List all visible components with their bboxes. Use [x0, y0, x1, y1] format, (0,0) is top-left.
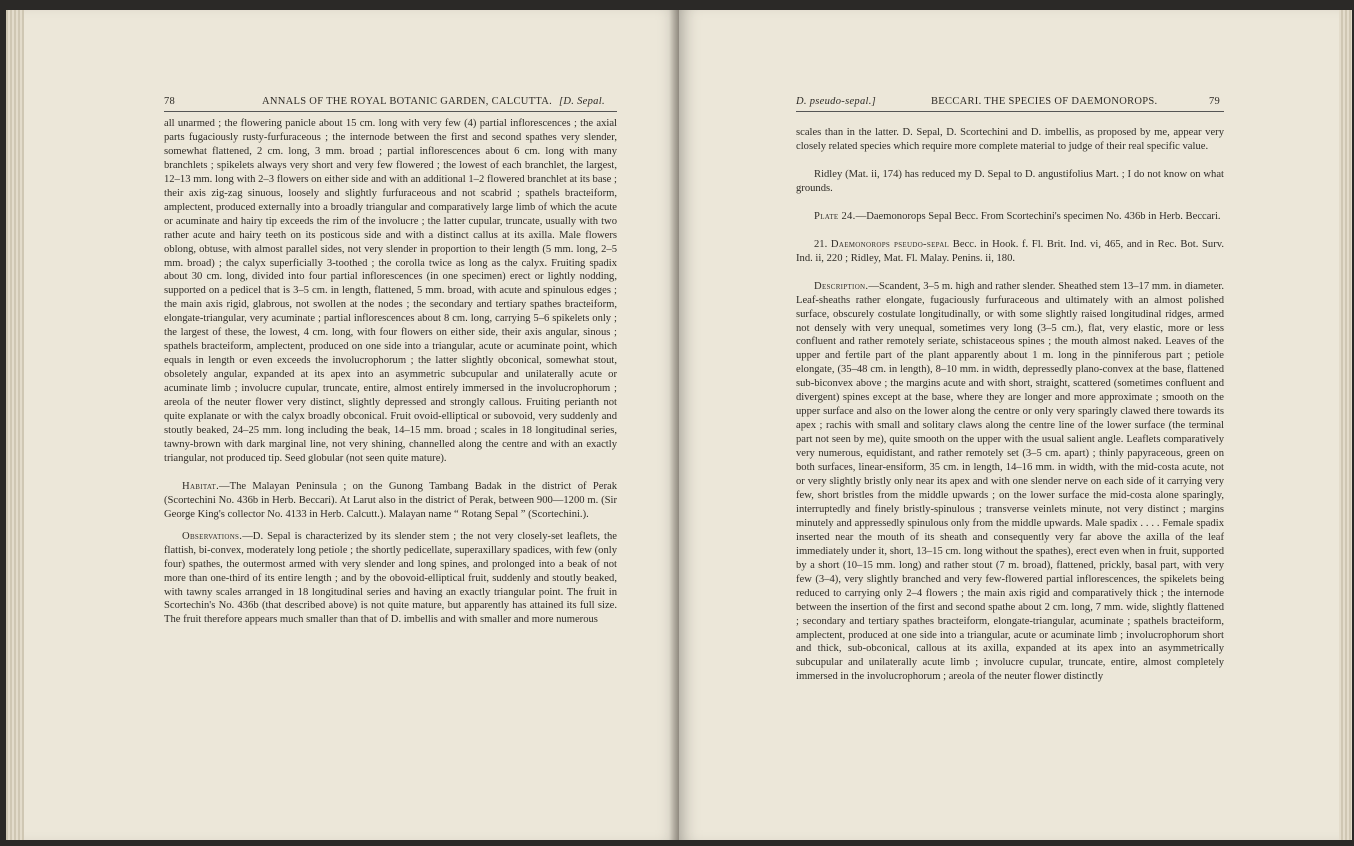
observations-paragraph [164, 530, 617, 628]
left-body [164, 117, 617, 635]
species-name: Daemonorops pseudo-sepal [830, 238, 950, 250]
right-running-title: BECCARI. THE SPECIES OF DAEMONOROPS. [931, 96, 1158, 107]
intro-paragraph: scales than in the latter. D. Sepal, D. Scortechini and D. imbellis, as proposed by me, appear very closely related species which require more complete material to judge of their real specific value. [796, 127, 1224, 152]
right-page-number: 79 [1209, 96, 1221, 107]
species-citation: Becc. in Hook. f. Fl. Brit. Ind. vi, 465, and in Rec. Bot. Surv. Ind. ii, 220 ; Ridley, Mat. Fl. Malay. Penins. ii, 180. [796, 238, 1224, 264]
right-page [679, 10, 1339, 840]
left-section-tag: [D. Sepal. [559, 96, 605, 107]
plate-label: Plate 24. [814, 210, 856, 222]
habitat-text: —The Malayan Peninsula ; on the Gunong Tambang Badak in the district of Perak (Scortechini No. 436b in Herb. Beccari). At Larut also in the district of Perak, between 900—1200 m. (Sir George King's collector No. 4133 in Herb. Calcutt.). Malayan name “ Rotang Sepal ” (Scortechini.). [164, 480, 617, 520]
description-label: Description. [814, 280, 869, 292]
observations-label: Observations. [182, 530, 243, 542]
species-number: 21. [814, 238, 828, 250]
book-spread [6, 10, 1352, 840]
description-paragraph-right [796, 280, 1224, 685]
observations-text: —D. Sepal is characterized by its slender stem ; the not very closely-set leaflets, the flattish, bi-convex, moderately long petiole ; the shortly pedicellate, superaxillary spadices, with few (only four) spathes, the outermost armed with very slender and long spines, and prolonged into a beak of not more than one-third of its entire length ; and by the obovoid-elliptical fruit, suddenly and stoutly beaked, with tawny scales arranged in 18 longitudinal series and having an exactly triangular point. The fruit in Scortechin's No. 436b (that described above) is not quite mature, but apparently has attained its full size. The fruit therefore appears much smaller than that of D. imbellis and with smaller and more numerous [164, 530, 617, 626]
plate-text: —Daemonorops Sepal Becc. From Scortechini's specimen No. 436b in Herb. Beccari. [855, 210, 1221, 222]
page-edges-left [6, 10, 24, 840]
right-body [796, 126, 1224, 692]
page-edges-right [1339, 10, 1352, 840]
right-header-rule [796, 111, 1224, 112]
left-page-number: 78 [164, 96, 176, 107]
species-heading-paragraph [796, 238, 1224, 266]
ridley-paragraph: Ridley (Mat. ii, 174) has reduced my D. Sepal to D. angustifolius Mart. ; I do not know on what grounds. [796, 168, 1224, 194]
left-running-title: ANNALS OF THE ROYAL BOTANIC GARDEN, CALCUTTA. [262, 96, 553, 107]
habitat-paragraph [164, 480, 617, 522]
left-header-rule [164, 111, 617, 112]
right-section-tag: D. pseudo-sepal.] [796, 96, 877, 107]
habitat-label: Habitat. [182, 480, 220, 492]
left-page [24, 10, 679, 840]
description-paragraph: all unarmed ; the flowering panicle about 15 cm. long with very few (4) partial inflorescences ; the axial parts fugaciously rusty-furfuraceous ; the internode between the first and second spathes very slender, somewhat flattened, 2 cm. long, 3 mm. broad ; partial inflorescences about 6 cm. long with many branchlets ; spikelets always very short and very few flowered ; the lowest of each branchlet, the largest, 12–13 mm. long with 2–3 flowers on either side and with an additional 1–2 flowered branchlet at its base ; their axis zig-zag sinuous, loosely and slightly furfuraceous and not scabrid ; spathels bracteiform, amplectent, produced externally into a broadly triangular and comparatively large limb of which the acute or acuminate and hairy tip exceeds the rim of the involucre ; the latter cupular, truncate, usually with two rather acute and hairy teeth on its posticous side and with a distinct callus at its axilla. Male flowers oblong, obtuse, with almost parallel sides, not very slender in proportion to their length (5 mm. long, 2–5 mm. broad) ; the calyx superficially 3-toothed ; the corolla twice as long as the calyx. Fruiting spadix about 30 cm. long, divided into four partial inflorescences (in one specimen) erect or lightly nodding, supported on a pedicel that is 3–5 cm. in length, flattened, 5 mm. broad, with acute and spinulous edges ; the main axis rigid, glabrous, not swollen at the nodes ; the secondary and tertiary spathes bracteiform, elongate-triangular, very acuminate ; partial inflorescences about 8 cm. long, carrying 5–6 spikelets only ; the largest of these, the lowest, 4 cm. long, with four flowers on either side, their axis angular, sinous ; spathels bracteiform, amplectent, produced on one side into a triangular, acute or acuminate point, which equals in length or even exceeds the involucrophorum ; the latter slightly obconical, somewhat stout, obsoletely angular, expanded at its apex into an asymmetric subcupular and unilaterally acute or acuminate limb ; involucre cupular, truncate, entire, almost entirely immersed in the involucrophorum ; areola of the neuter flower very distinct, slightly depressed and strongly callous. Fruiting perianth not quite explanate or with the calyx broadly obconical. Fruit ovoid-elliptical or subovoid, very suddenly and stoutly beaked, 24–25 mm. long including the beak, 14–15 mm. broad ; scales in 18 longitudinal series, tawny-brown with dark marginal line, not very shining, channelled along the centre and with an exactly triangular, not produced tip. Seed globular (not seen quite mature). [164, 118, 617, 464]
plate-paragraph [796, 210, 1224, 224]
description-text: —Scandent, 3–5 m. high and rather slender. Sheathed stem 13–17 mm. in diameter. Leaf-sheaths rather elongate, fugaciously furfuraceous and ultimately with an almost polished surface, obscurely costulate longitudinally, or with some slightly raised longitudinal ridges, armed not densely with very unequal, sometimes very long (3–5 cm.), flat, very elastic, more or less confluent and rather remotely seriate, schistaceous spines ; the mouth almost naked. Leaves of the upper and fertile part of the plant apparently about 1 m. long in the pinniferous part ; petiole elongate, (35–48 cm. in length), 8–10 mm. in width, depressedly plano-convex at the base, flattened sub-biconvex above ; the margins acute and with short, straight, scattered (sometimes confluent and divergent) spines except at the base, where they are longer and more approximate ; smooth on the upper surface and also on the lower along the centre or only very sparingly clawed there towards its apex ; rachis with small and solitary claws along the centre line of the lower surface (the terminal part not seen by me), quite smooth on the upper with the usual salient angle. Leaflets comparatively very numerous, equidistant, and rather remotely set (3–5 cm. apart) ; thinly papyraceous, green on both surfaces, linear-ensiform, 35 cm. in length, 14–16 mm. in width, with the mid-costa acute, not or very slightly bristly only near its apex and with one slender nerve on each side of it carrying very few, short bristles from the middle upwards ; on the lower surface the mid-costa alone sparingly, interruptedly and finely bristly-spinulous ; transverse veinlets minute, not very distinct ; margins minutely and appressedly spinulous only from the middle upwards. Male spadix . . . . Female spadix inserted near the mouth of its sheath and consequently very far above the axilla of the leaf immediately under it, short, 13–15 cm. long without the spathes), erect even when in fruit, supported by a short (10–15 mm. long) and rather stout (7 m. broad), flattened, prickly, basal part, with very few (3–4), very slightly branched and very few-flowered partial inflorescences, the spikelets being reduced to carrying only 2–4 flowers ; the main axis rigid and comparatively thick ; the internode between the insertion of the first and second spathe about 2 cm. long, 7 mm. wide, slightly flattened ; secondary and tertiary spathes bracteiform, elongate-triangular, acuminate ; spathels bracteiform, amplectent, produced at one side into a triangular, acute or acuminate limb ; involucrophorum short and thick, sub-obconical, callous at its axilla, expanded at its apex into an asymmetrically subcupular and unilaterally acute limb ; involucre cupular, truncate, entire, almost completely immersed in the involucrophorum ; areola of the neuter flower distinctly [796, 280, 1224, 683]
